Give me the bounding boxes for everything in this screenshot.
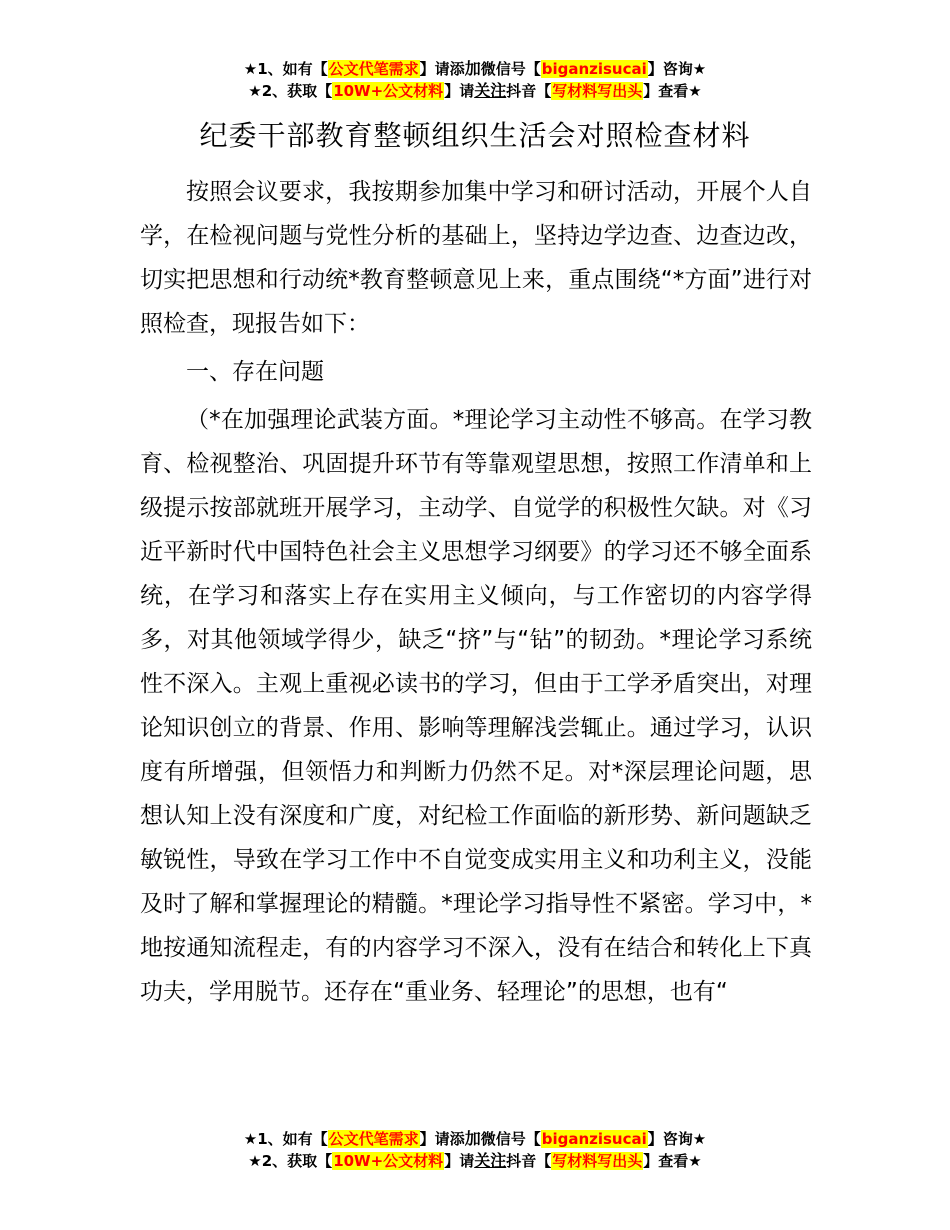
header-banner-line-2 (0, 80, 950, 102)
footer-banner-text: 加 (464, 1129, 481, 1148)
header-banner-line-1 (0, 58, 950, 80)
materials-highlight: 10W+公文材料 (333, 1152, 444, 1170)
header-banner-text: 】请添 (419, 60, 465, 78)
wechat-id-highlight: biganzisucai (541, 1130, 647, 1148)
footer-banner-text: 抖音【 (506, 1152, 552, 1170)
header-banner-text: 微信号【 (480, 60, 541, 78)
header-banner-text: ★1、如有【 (243, 60, 328, 78)
footer-banner-text: 】查看★ (643, 1152, 702, 1170)
document-title: 纪委干部教育整顿组织生活会对照检查材料 (199, 119, 751, 152)
follow-underline: 关注 (474, 81, 507, 100)
header-banner-text: ★2、获取【 (248, 82, 333, 100)
footer-banner-text: 】请添 (419, 1130, 465, 1148)
header-banner-text: 】请 (444, 82, 475, 100)
ghostwriting-highlight: 公文代笔需求 (328, 1130, 419, 1148)
footer-banner-text: ★1、如有【 (243, 1130, 328, 1148)
header-banner-text: 】查看★ (643, 82, 702, 100)
intro-paragraph: 按照会议要求，我按期参加集中学习和研讨活动，开展个人自学，在检视问题与党性分析的基础上，坚持边学边查、边查边改，切实把思想和行动统*教育整顿意见上来，重点围绕“*方面”进行对照检查，现报告如下： (140, 179, 812, 337)
footer-banner-text: 】请 (444, 1152, 475, 1170)
materials-highlight: 10W+公文材料 (333, 82, 444, 100)
footer-banner-text: ★2、获取【 (248, 1152, 333, 1170)
douyin-account-highlight: 写材料写出头 (552, 1152, 643, 1170)
footer-banner-text: 】咨询★ (647, 1130, 707, 1148)
footer-banner-line-1 (0, 1128, 950, 1150)
header-banner-text: 抖音【 (506, 82, 552, 100)
section-paragraph: （*在加强理论武装方面。*理论学习主动性不够高。在学习教育、检视整治、巩固提升环节有等靠观望思想，按照工作清单和上级提示按部就班开展学习，主动学、自觉学的积极性欠缺。对《习近平新时代中国特色社会主义思想学习纲要》的学习还不够全面系统，在学习和落实上存在实用主义倾向，与工作密切的内容学得多，对其他领域学得少，缺乏“挤”与“钻”的韧劲。*理论学习系统性不深入。主观上重视必读书的学习，但由于工学矛盾突出，对理论知识创立的背景、作用、影响等理解浅尝辄止。通过学习，认识度有所增强，但领悟力和判断力仍然不足。对*深层理论问题，思想认知上没有深度和广度，对纪检工作面临的新形势、新问题缺乏敏锐性，导致在学习工作中不自觉变成实用主义和功利主义，没能及时了解和掌握理论的精髓。*理论学习指导性不紧密。学习中，*地按通知流程走，有的内容学习不深入，没有在结合和转化上下真功夫，学用脱节。还存在“重业务、轻理论”的思想，也有“ (140, 407, 812, 1005)
follow-underline: 关注 (474, 1151, 507, 1170)
header-banner (0, 58, 950, 102)
footer-banner-line-2 (0, 1150, 950, 1172)
ghostwriting-highlight: 公文代笔需求 (328, 60, 419, 78)
document-body (140, 170, 812, 1014)
section-heading: 一、存在问题 (186, 359, 324, 385)
footer-banner-text: 微信号【 (480, 1130, 541, 1148)
footer-banner (0, 1128, 950, 1172)
wechat-id-highlight: biganzisucai (541, 60, 647, 78)
douyin-account-highlight: 写材料写出头 (552, 82, 643, 100)
header-banner-text: 加 (464, 59, 481, 78)
header-banner-text: 】咨询★ (647, 60, 707, 78)
